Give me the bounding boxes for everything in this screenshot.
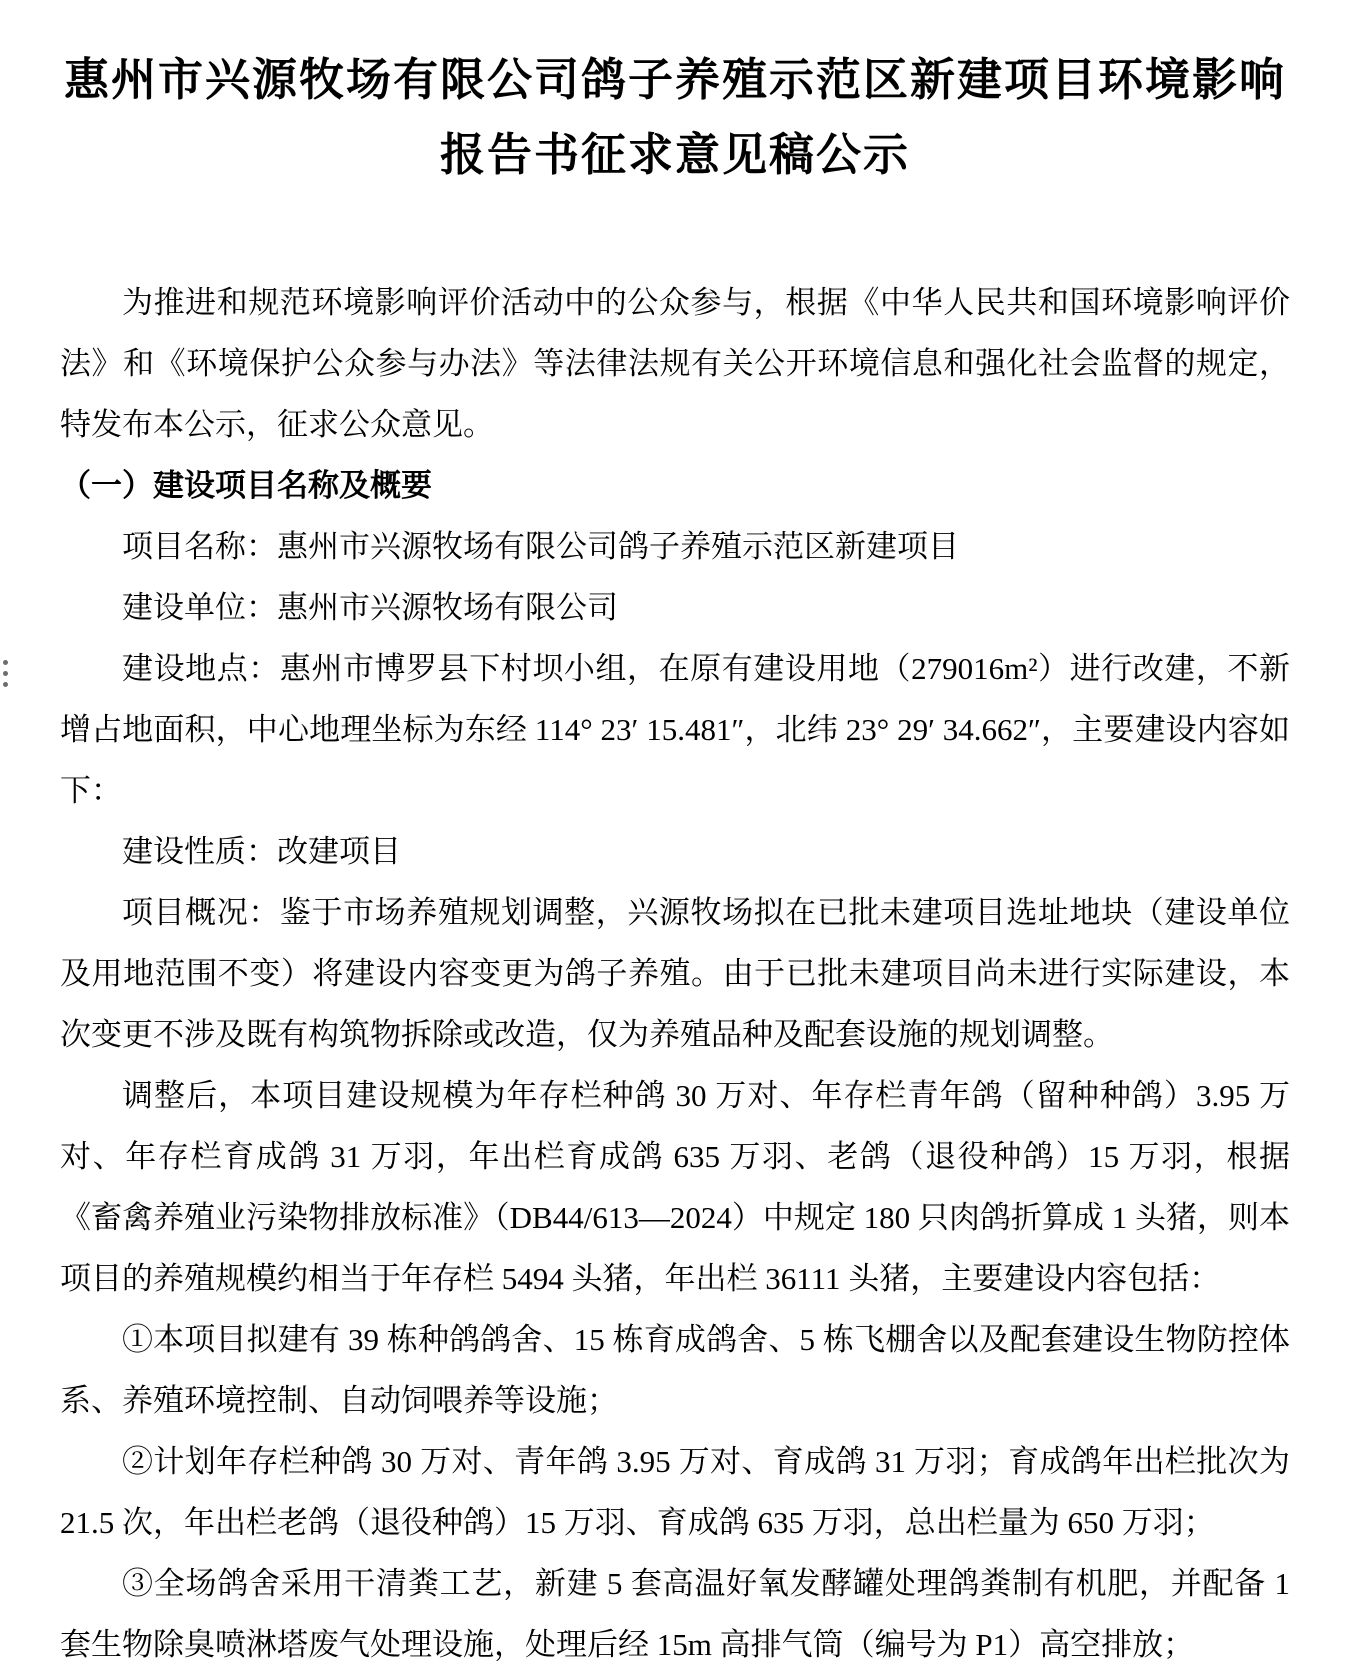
document-body [60,272,1290,1674]
paragraph-project-name: 项目名称：惠州市兴源牧场有限公司鸽子养殖示范区新建项目 [122,529,959,564]
paragraph-item-2: ②计划年存栏种鸽 30 万对、青年鸽 3.95 万对、育成鸽 31 万羽；育成鸽年出栏批次为 21.5 次，年出栏老鸽（退役种鸽）15 万羽、育成鸽 635 万羽，总出栏量为 650 万羽； [60,1444,1290,1540]
paragraph-intro: 为推进和规范环境影响评价活动中的公众参与，根据《中华人民共和国环境影响评价法》和《环境保护公众参与办法》等法律法规有关公开环境信息和强化社会监督的规定，特发布本公示，征求公众意见。 [60,285,1290,442]
margin-dots-indicator [2,660,8,687]
dot-icon [3,660,8,665]
paragraph-construction-unit: 建设单位：惠州市兴源牧场有限公司 [122,590,618,625]
paragraph-construction-site: 建设地点：惠州市博罗县下村坝小组，在原有建设用地（279016m²）进行改建，不新增占地面积，中心地理坐标为东经 114° 23′ 15.481″，北纬 23° 29′ 34.662″，主要建设内容如下： [60,651,1290,808]
paragraph-project-overview: 项目概况：鉴于市场养殖规划调整，兴源牧场拟在已批未建项目选址地块（建设单位及用地范围不变）将建设内容变更为鸽子养殖。由于已批未建项目尚未进行实际建设，本次变更不涉及既有构筑物拆除或改造，仅为养殖品种及配套设施的规划调整。 [60,895,1290,1052]
document-content [60,42,1290,1674]
document-title-line-2: 报告书征求意见稿公示 [439,129,910,180]
document-title [60,42,1290,192]
dot-icon [3,671,8,676]
dot-icon [3,682,8,687]
paragraph-item-3: ③全场鸽舍采用干清粪工艺，新建 5 套高温好氧发酵罐处理鸽粪制有机肥，并配备 1 套生物除臭喷淋塔废气处理设施，处理后经 15m 高排气筒（编号为 P1）高空排放； [60,1566,1290,1662]
document-title-line-1: 惠州市兴源牧场有限公司鸽子养殖示范区新建项目环境影响 [63,54,1286,105]
paragraph-scale-adjustment: 调整后，本项目建设规模为年存栏种鸽 30 万对、年存栏青年鸽（留种种鸽）3.95 万对、年存栏育成鸽 31 万羽，年出栏育成鸽 635 万羽、老鸽（退役种鸽）15 万羽，根据《畜禽养殖业污染物排放标准》（DB44/613—2024）中规定 180 只肉鸽折算成 1 头猪，则本项目的养殖规模约相当于年存栏 5494 头猪，年出栏 36111 头猪，主要建设内容包括： [60,1078,1290,1296]
paragraph-construction-nature: 建设性质：改建项目 [122,834,401,869]
section-heading: （一）建设项目名称及概要 [60,468,432,503]
paragraph-item-1: ①本项目拟建有 39 栋种鸽鸽舍、15 栋育成鸽舍、5 栋飞棚舍以及配套建设生物防控体系、养殖环境控制、自动饲喂养等设施； [60,1322,1290,1418]
